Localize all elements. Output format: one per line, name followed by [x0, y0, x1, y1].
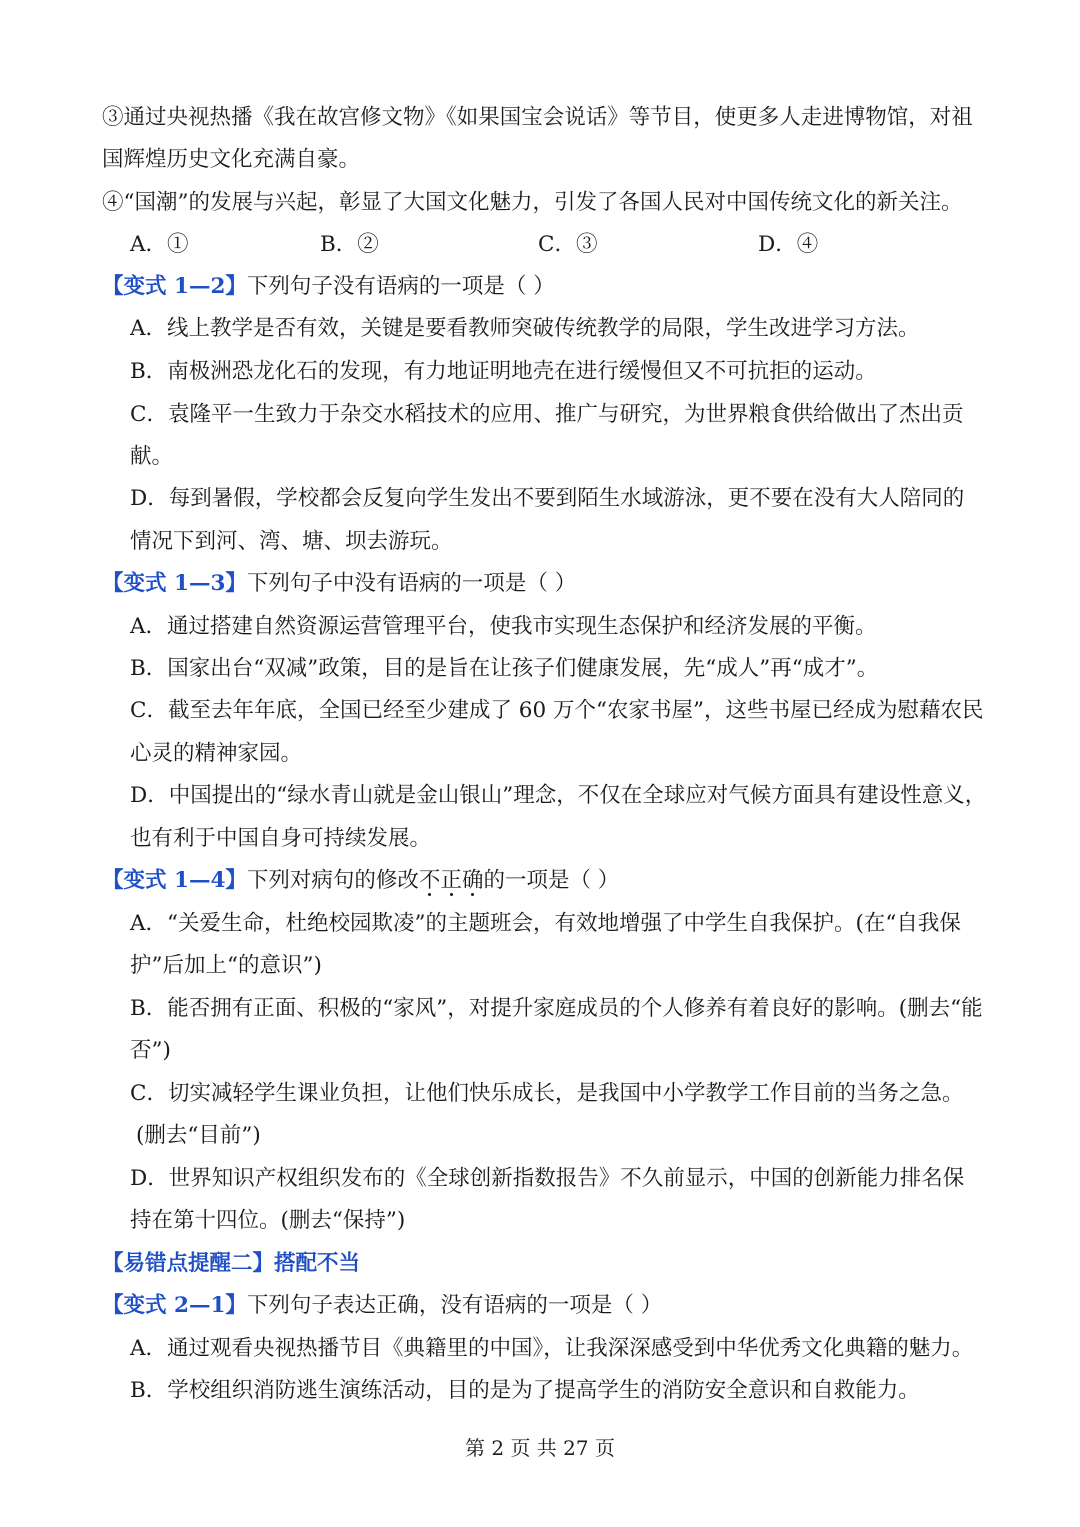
- page-footer: 第 2 页 共 27 页: [465, 1436, 615, 1460]
- q1-options: [0, 224, 1080, 266]
- v1-4-option-c-line2: (删去“目前”): [136, 1123, 261, 1148]
- question-v1-3-stem: [102, 563, 1080, 605]
- v1-3-option-c-line2: 心灵的精神家园。: [130, 741, 303, 766]
- v1-3-option-d-line2: 也有利于中国自身可持续发展。: [130, 826, 432, 851]
- v1-4-option-c-line1: C．切实减轻学生课业负担，让他们快乐成长，是我国中小学教学工作目前的当务之急。: [130, 1081, 964, 1106]
- v1-2-option-d-line2: 情况下到河、湾、塘、坝去游玩。: [130, 529, 453, 554]
- section-title: 【易错点提醒二】搭配不当: [102, 1251, 361, 1276]
- emphasis-char: 正: [440, 868, 462, 893]
- question-v1-4-stem: [102, 860, 1080, 902]
- v1-2-option-c-line2: 献。: [130, 444, 174, 469]
- question-stem: 下列句子没有语病的一项是（ ）: [246, 274, 555, 299]
- question-stem-part: 下列对病句的修改: [246, 868, 419, 893]
- option-c: C．③: [538, 232, 598, 257]
- emphasis-char: 不: [418, 868, 441, 893]
- v1-4-option-d-line1: D．世界知识产权组织发布的《全球创新指数报告》不久前显示，中国的创新能力排名保: [130, 1166, 965, 1191]
- emphasis-char: 确: [461, 868, 484, 893]
- question-v2-1-stem: [102, 1285, 1080, 1327]
- v1-2-option-b: B．南极洲恐龙化石的发现，有力地证明地壳在进行缓慢但又不可抗拒的运动。: [130, 359, 877, 384]
- question-tag: 【变式 1—3】: [102, 571, 247, 596]
- question-v1-2-stem: [102, 266, 1080, 308]
- question-stem: 下列句子中没有语病的一项是（ ）: [246, 571, 577, 596]
- v1-3-option-d-line1: D．中国提出的“绿水青山就是金山银山”理念，不仅在全球应对气候方面具有建设性意义，: [130, 783, 987, 808]
- q1-item4: ④“国潮”的发展与兴起，彰显了大国文化魅力，引发了各国人民对中国传统文化的新关注。: [102, 190, 963, 215]
- v1-4-option-d-line2: 持在第十四位。(删去“保持”): [130, 1208, 406, 1233]
- v2-1-option-a: A．通过观看央视热播节目《典籍里的中国》，让我深深感受到中华优秀文化典籍的魅力。: [130, 1336, 974, 1361]
- option-a: A．①: [130, 232, 189, 257]
- v1-4-option-b-line1: B．能否拥有正面、积极的“家风”，对提升家庭成员的个人修养有着良好的影响。(删去“能: [130, 996, 983, 1021]
- v2-1-option-b: B．学校组织消防逃生演练活动，目的是为了提高学生的消防安全意识和自救能力。: [130, 1378, 920, 1403]
- v1-3-option-b: B．国家出台“双减”政策，目的是旨在让孩子们健康发展，先“成人”再“成才”。: [130, 656, 879, 681]
- q1-item3-line1: ③通过央视热播《我在故宫修文物》《如果国宝会说话》等节目，使更多人走进博物馆，对祖: [102, 105, 973, 130]
- q1-item3-line2: 国辉煌历史文化充满自豪。: [102, 147, 361, 172]
- question-tag: 【变式 1—2】: [102, 274, 247, 299]
- option-b: B．②: [320, 232, 379, 257]
- v1-2-option-a: A．线上教学是否有效，关键是要看教师突破传统教学的局限，学生改进学习方法。: [130, 316, 920, 341]
- v1-4-option-a-line1: A．“关爱生命，杜绝校园欺凌”的主题班会，有效地增强了中学生自我保护。(在“自我保: [130, 911, 961, 936]
- option-d: D．④: [758, 232, 819, 257]
- v1-2-option-d-line1: D．每到暑假，学校都会反复向学生发出不要到陌生水域游泳，更不要在没有大人陪同的: [130, 486, 965, 511]
- v1-3-option-a: A．通过搭建自然资源运营管理平台，使我市实现生态保护和经济发展的平衡。: [130, 614, 877, 639]
- question-stem-part: 的一项是（ ）: [483, 868, 620, 893]
- v1-4-option-b-line2: 否”): [130, 1038, 171, 1063]
- question-stem: 下列句子表达正确，没有语病的一项是（ ）: [246, 1293, 663, 1318]
- v1-3-option-c-line1: C．截至去年年底，全国已经至少建成了 60 万个“农家书屋”，这些书屋已经成为慰藉农民: [130, 698, 984, 723]
- question-tag: 【变式 1—4】: [102, 868, 247, 893]
- question-tag: 【变式 2—1】: [102, 1293, 247, 1318]
- v1-2-option-c-line1: C．袁隆平一生致力于杂交水稻技术的应用、推广与研究，为世界粮食供给做出了杰出贡: [130, 402, 964, 427]
- v1-4-option-a-line2: 护”后加上“的意识”): [130, 953, 322, 978]
